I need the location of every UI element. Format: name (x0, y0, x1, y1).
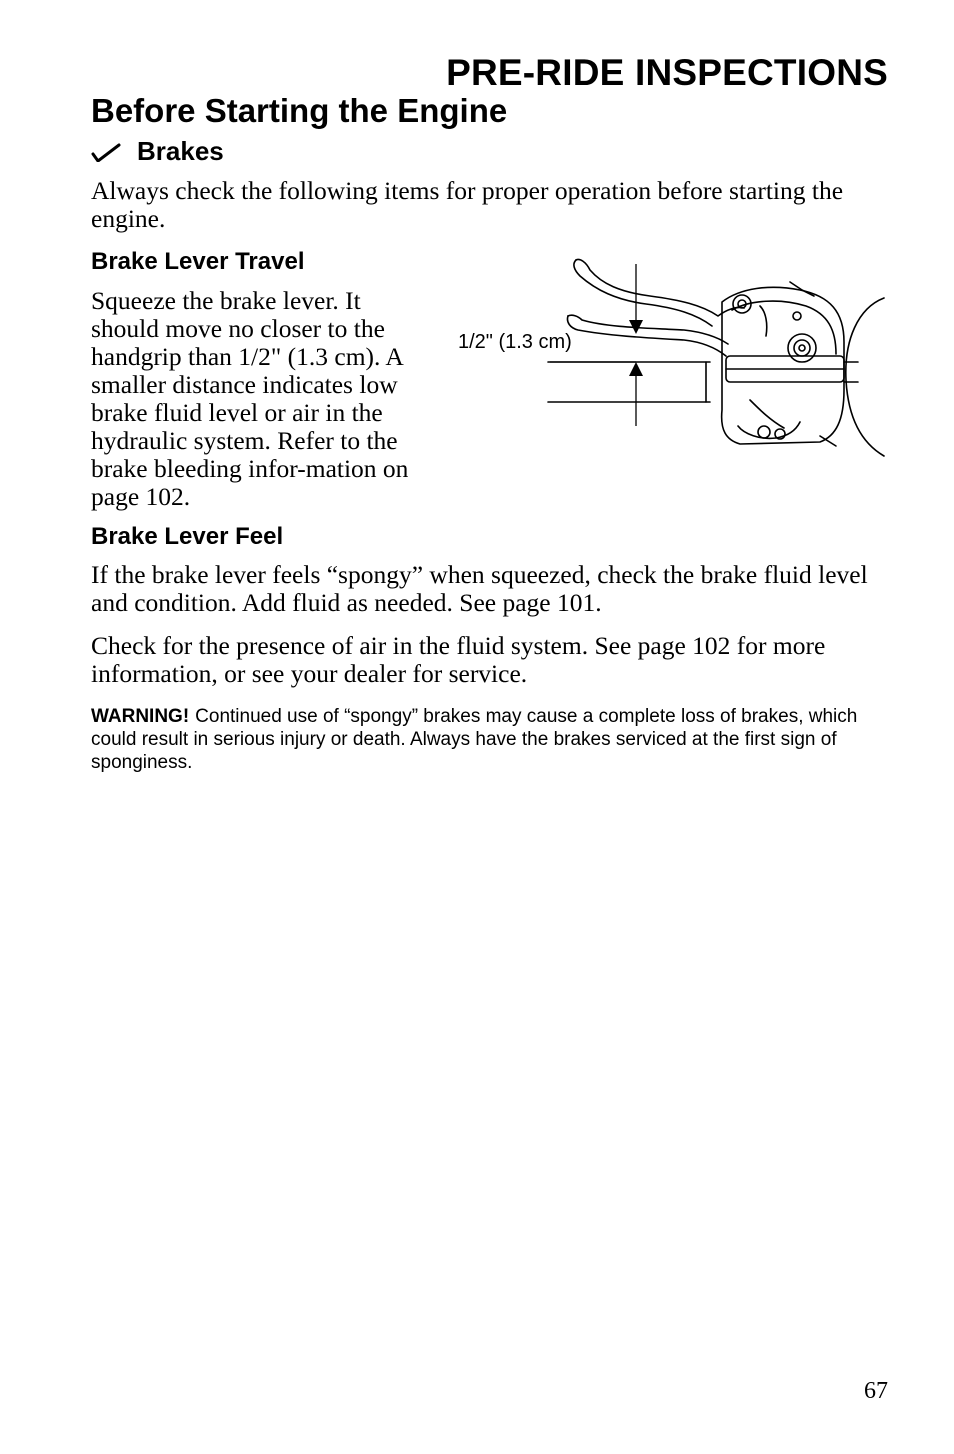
warning-text: Continued use of “spongy” brakes may cause a complete loss of brakes, which could result in serious injury or death. Always have the brakes serviced at the first sign of sponginess. (91, 706, 858, 773)
chapter-title: PRE-RIDE INSPECTIONS (446, 52, 888, 93)
subsection-title: Brakes (137, 136, 224, 166)
brake-lever-travel-heading: Brake Lever Travel (91, 248, 305, 275)
brake-lever-travel-text: Squeeze the brake lever. It should move no closer to the handgrip than 1/2" (1.3 cm). A smaller distance indicates low brake fluid level or air in the hydraulic system. Refer to the brake bleeding infor-mation on page 102. (91, 286, 409, 511)
subsection-heading (91, 136, 224, 167)
brake-lever-feel-paragraph-1: If the brake lever feels “spongy” when squeezed, check the brake fluid level and condition. Add fluid as needed. See page 101. (91, 560, 868, 617)
brake-lever-illustration (440, 250, 890, 465)
checkmark-icon (91, 142, 121, 162)
warning-notice (91, 705, 881, 774)
page-number: 67 (864, 1378, 888, 1404)
warning-label: WARNING! (91, 706, 190, 727)
intro-paragraph: Always check the following items for proper operation before starting the engine. (91, 176, 844, 233)
brake-lever-feel-paragraph-2: Check for the presence of air in the fluid system. See page 102 for more information, or see your dealer for service. (91, 631, 826, 688)
brake-lever-feel-heading: Brake Lever Feel (91, 523, 284, 550)
section-title: Before Starting the Engine (91, 92, 508, 129)
dimension-label: 1/2" (1.3 cm) (458, 331, 572, 353)
